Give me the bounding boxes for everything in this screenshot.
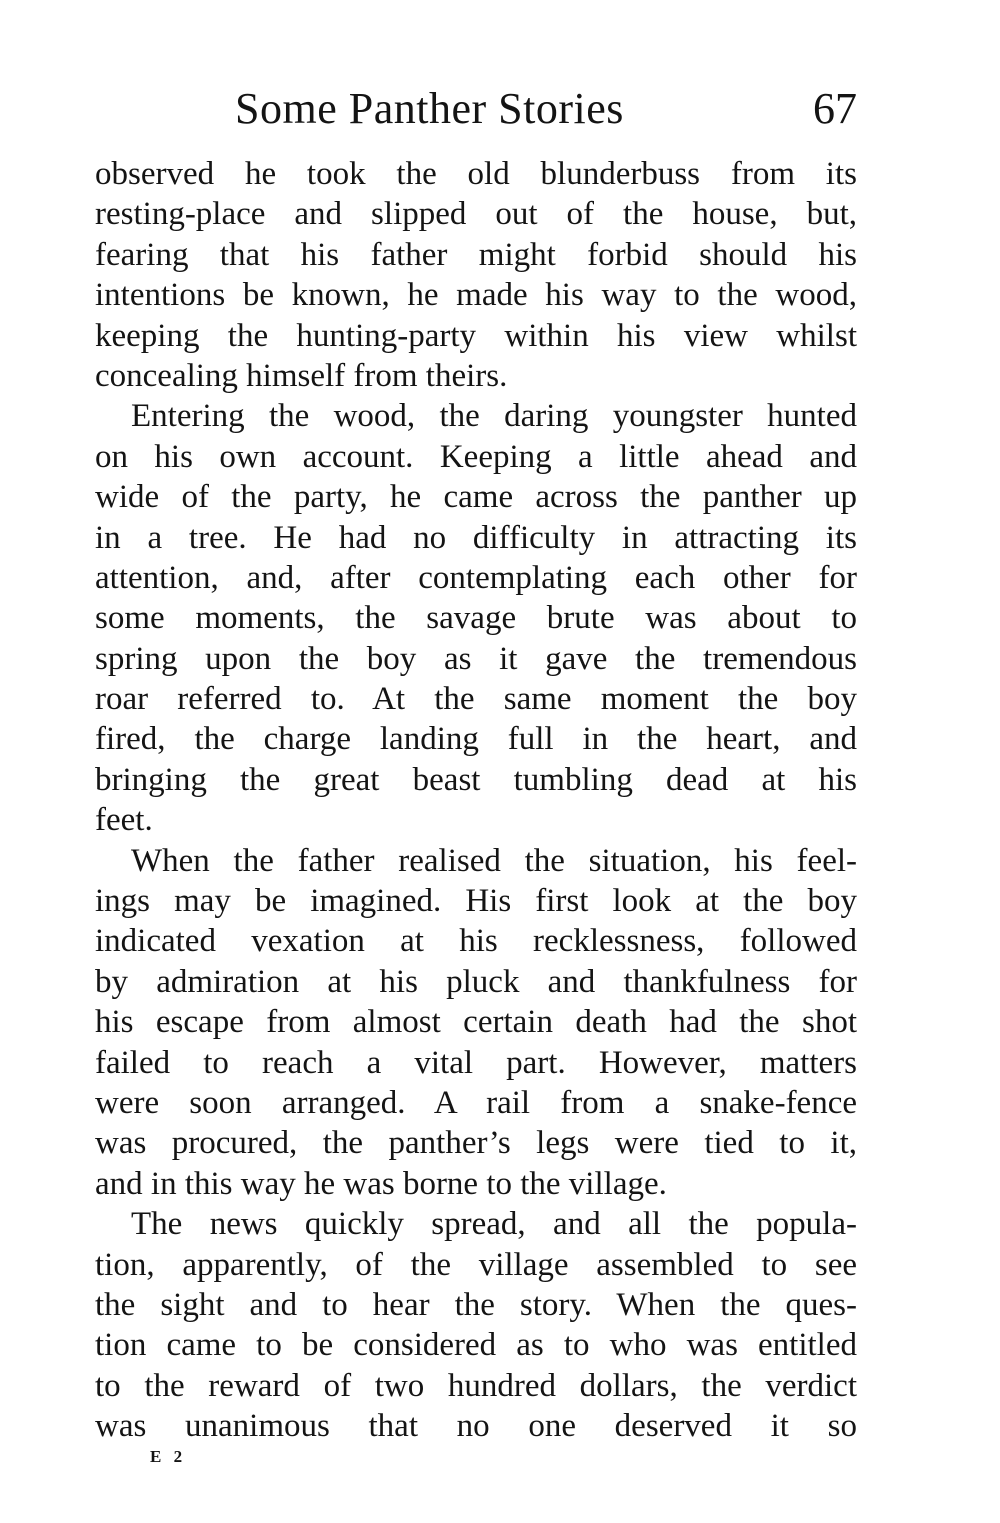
signature-mark: E 2 [150,1447,187,1466]
text-line: to the reward of two hundred dollars, the verdict [95,1367,857,1404]
text-line: bringing the great beast tumbling dead at his [95,761,857,798]
text-line: some moments, the savage brute was about to [95,600,857,637]
body-text [95,154,857,1447]
text-line: intentions be known, he made his way to the wood, [95,277,857,314]
running-title: Some Panther Stories [235,84,624,133]
text-line: was unanimous that no one deserved it so [95,1408,857,1445]
text-line: and in this way he was borne to the village. [95,1165,667,1202]
text-line: were soon arranged. A rail from a snake-fence [95,1084,857,1121]
text-line: was procured, the panther’s legs were tied to it, [95,1125,857,1162]
text-line: Entering the wood, the daring youngster hunted [131,398,857,435]
text-line: The news quickly spread, and all the popula- [131,1206,857,1243]
text-line: observed he took the old blunderbuss from its [95,156,857,192]
text-line: ings may be imagined. His first look at the boy [95,883,857,920]
text-line: resting-place and slipped out of the house, but, [95,196,857,233]
running-head [95,78,857,140]
text-line: When the father realised the situation, his feel- [131,842,857,879]
text-line: attention, and, after contemplating each other for [95,559,857,596]
text-line: fired, the charge landing full in the heart, and [95,721,857,758]
text-line: spring upon the boy as it gave the tremendous [95,640,857,677]
text-line: fearing that his father might forbid should his [95,236,857,273]
text-line: roar referred to. At the same moment the boy [95,681,857,718]
text-line: tion came to be considered as to who was entitled [95,1327,857,1364]
text-line: indicated vexation at his recklessness, followed [95,923,857,960]
text-line: concealing himself from theirs. [95,357,508,394]
text-line: tion, apparently, of the village assembled to see [95,1246,857,1283]
text-line: failed to reach a vital part. However, matters [95,1044,857,1081]
text-line: feet. [95,802,153,839]
text-line: keeping the hunting-party within his view whilst [95,317,857,354]
text-line: the sight and to hear the story. When the ques- [95,1286,857,1323]
text-line: in a tree. He had no difficulty in attracting its [95,519,857,556]
text-line: wide of the party, he came across the panther up [95,479,857,516]
page-number: 67 [813,84,857,133]
text-line: his escape from almost certain death had the shot [95,1004,857,1041]
text-line: on his own account. Keeping a little ahead and [95,438,857,475]
text-line: by admiration at his pluck and thankfulness for [95,963,857,1000]
